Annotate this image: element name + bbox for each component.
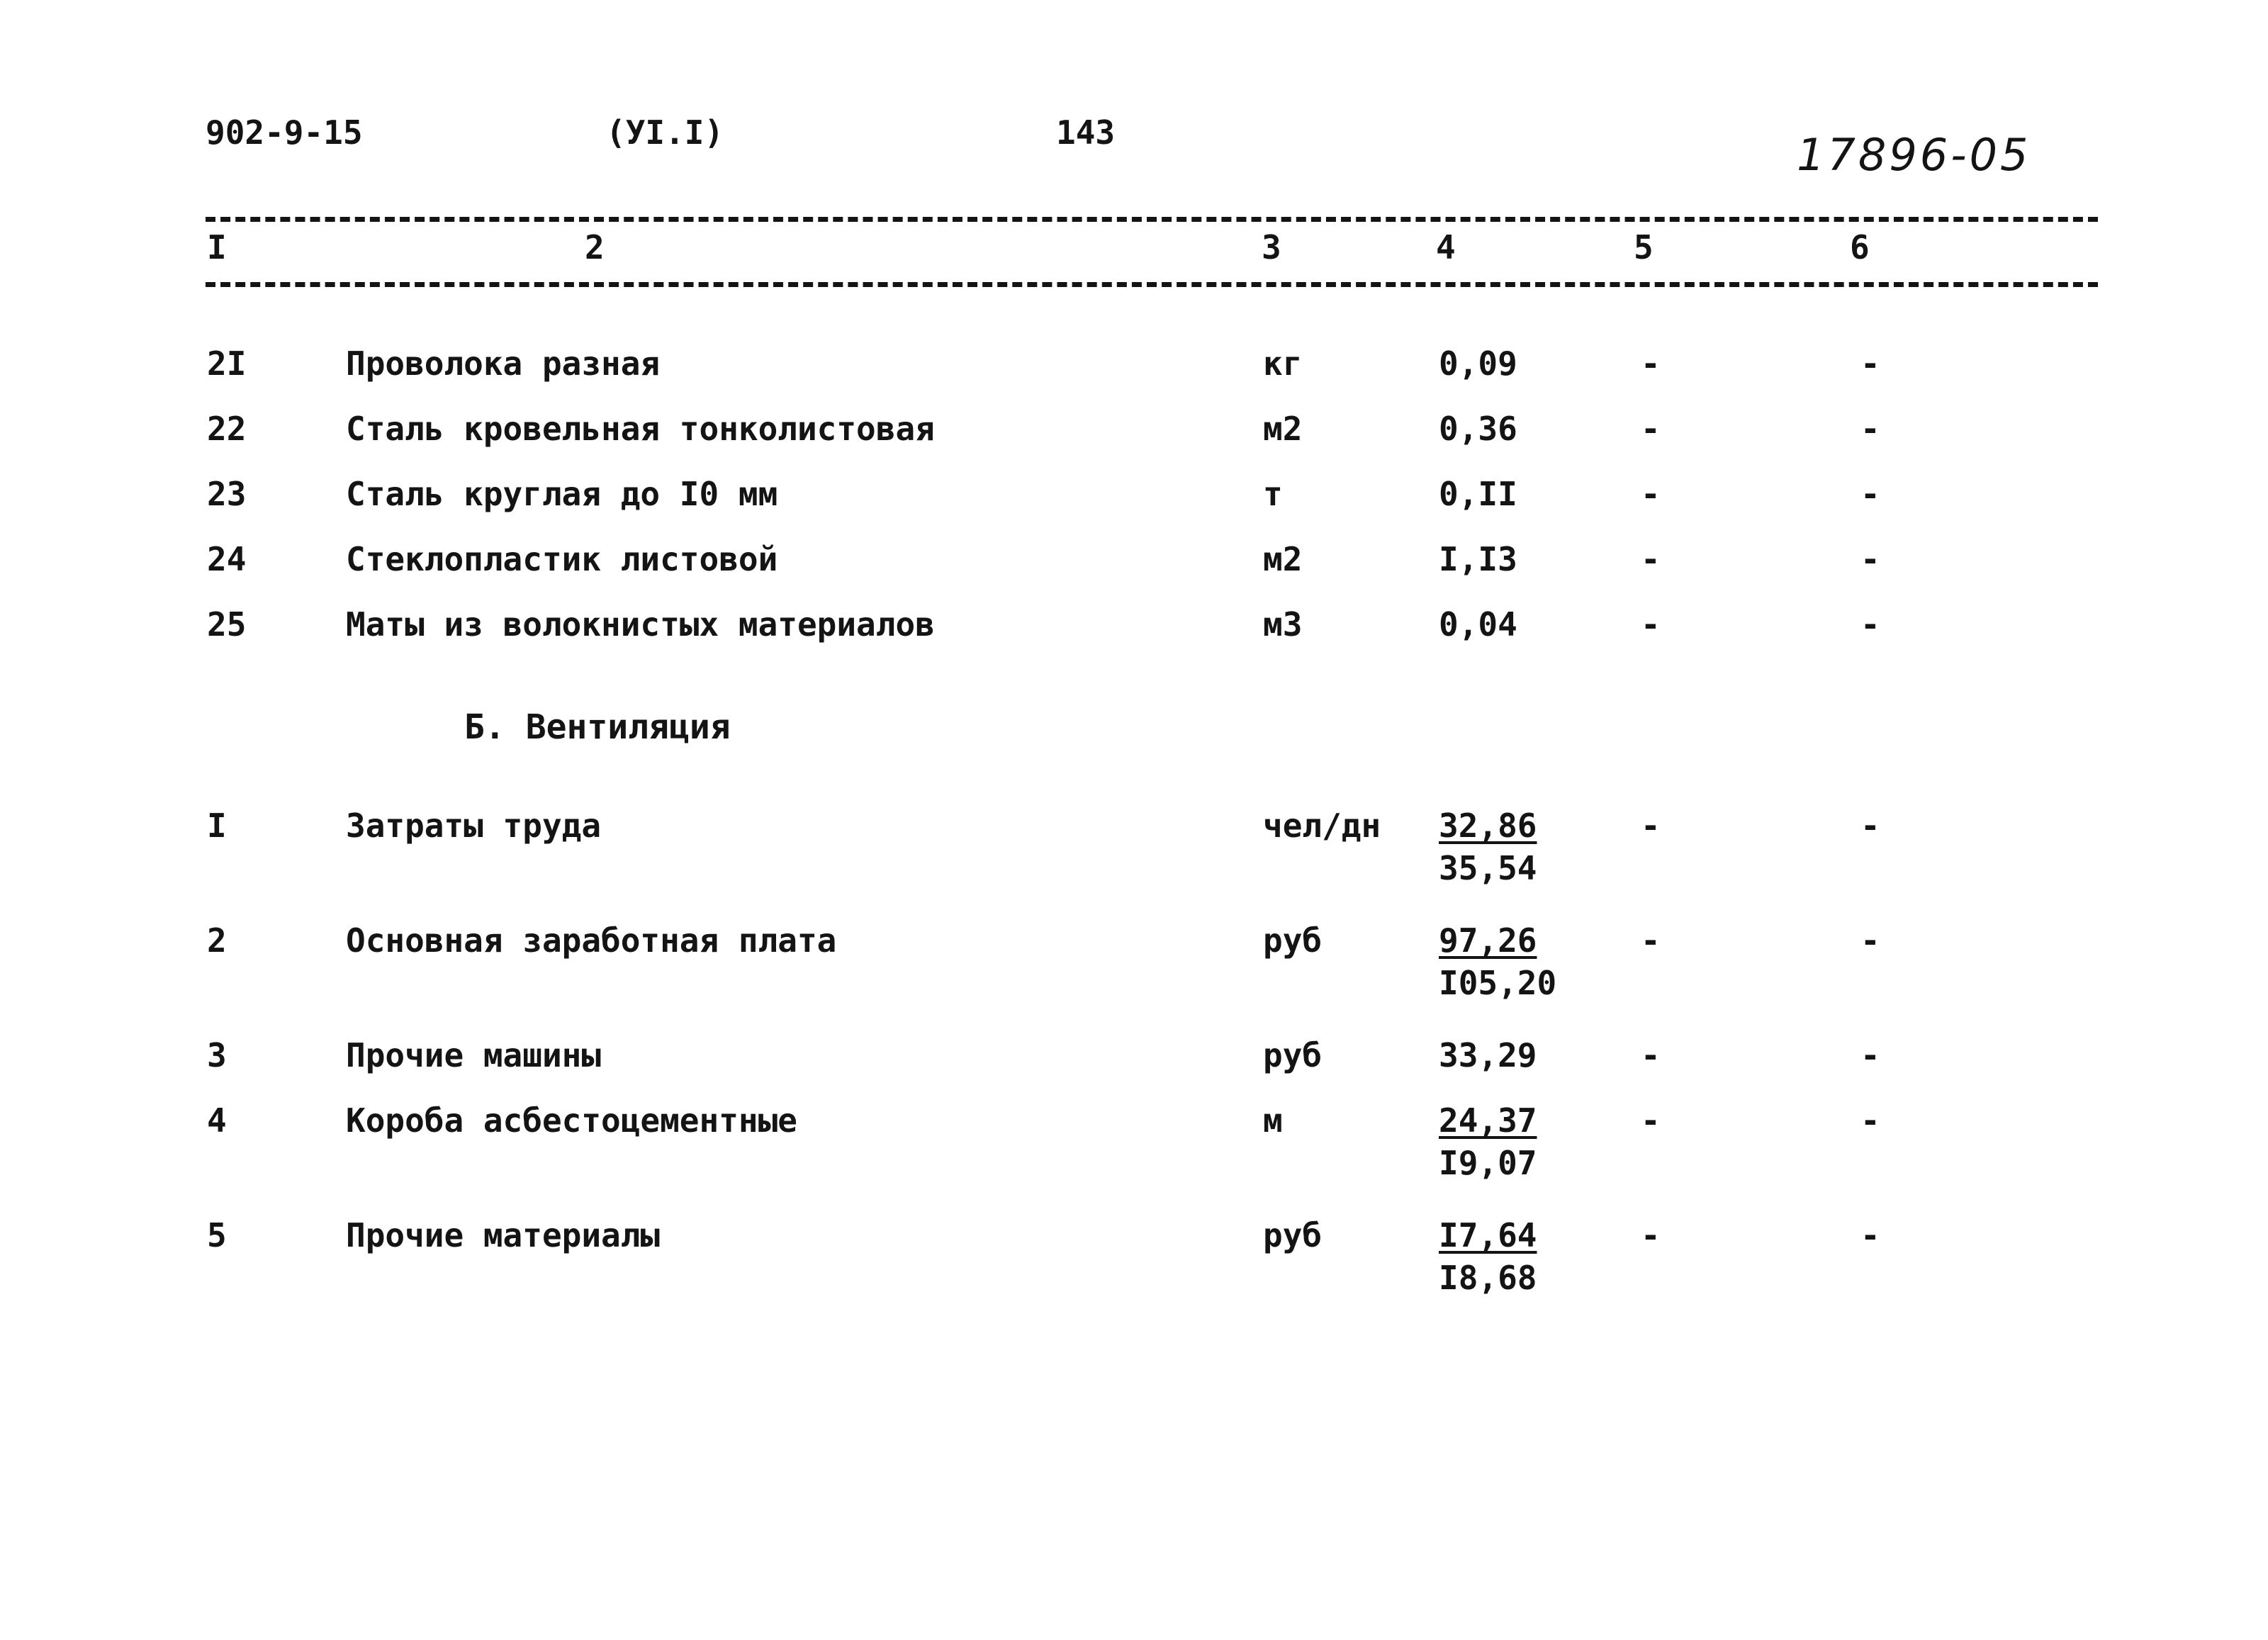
row-unit: чел/дн (1263, 807, 1381, 845)
value-numerator: I7,64 (1439, 1216, 1537, 1254)
table-header-bottom-rule (206, 282, 2098, 287)
row-number: I (207, 807, 227, 845)
row-name: Проволока разная (346, 344, 661, 383)
row-col5: - (1641, 540, 1661, 578)
row-value: I,I3 (1439, 540, 1517, 578)
table-row (0, 807, 2268, 899)
column-number-5: 5 (1634, 228, 1654, 266)
row-number: 24 (207, 540, 247, 578)
column-number-6: 6 (1850, 228, 1870, 266)
row-name: Маты из волокнистых материалов (346, 605, 935, 644)
row-col6: - (1860, 410, 1880, 448)
row-unit: руб (1263, 1216, 1323, 1254)
row-number: 2I (207, 344, 247, 383)
row-value: 0,04 (1439, 605, 1517, 644)
table-row (0, 921, 2268, 1013)
column-number-1: I (207, 228, 227, 266)
row-col5: - (1641, 605, 1661, 644)
value-denominator: 35,54 (1439, 849, 1537, 887)
row-name: Затраты труда (346, 807, 602, 845)
value-numerator: 97,26 (1439, 921, 1537, 960)
row-col5: - (1641, 921, 1661, 960)
table-row (0, 540, 2268, 583)
row-col6: - (1860, 540, 1880, 578)
value-denominator: I8,68 (1439, 1259, 1537, 1297)
row-col5: - (1641, 1101, 1661, 1140)
value-numerator: 24,37 (1439, 1101, 1537, 1140)
row-col6: - (1860, 1036, 1880, 1074)
table-row (0, 605, 2268, 648)
row-unit: руб (1263, 921, 1323, 960)
column-number-3: 3 (1262, 228, 1281, 266)
row-number: 25 (207, 605, 247, 644)
row-value: 33,29 (1439, 1036, 1537, 1074)
row-value-fraction (1439, 921, 1556, 1002)
row-name: Сталь кровельная тонколистовая (346, 410, 935, 448)
row-col5: - (1641, 344, 1661, 383)
row-number: 4 (207, 1101, 227, 1140)
row-name: Сталь круглая до I0 мм (346, 475, 778, 513)
page-number: 143 (1056, 113, 1116, 152)
value-denominator: I9,07 (1439, 1144, 1537, 1182)
row-col5: - (1641, 1036, 1661, 1074)
row-number: 23 (207, 475, 247, 513)
row-name: Короба асбестоцементные (346, 1101, 797, 1140)
row-number: 5 (207, 1216, 227, 1254)
table-header-top-rule (206, 217, 2098, 222)
row-number: 3 (207, 1036, 227, 1074)
table-row (0, 1036, 2268, 1079)
table-row (0, 344, 2268, 387)
row-value: 0,09 (1439, 344, 1517, 383)
row-unit: м2 (1263, 540, 1303, 578)
row-name: Стеклопластик листовой (346, 540, 778, 578)
row-col6: - (1860, 807, 1880, 845)
row-unit: кг (1263, 344, 1303, 383)
row-unit: м2 (1263, 410, 1303, 448)
row-value-fraction (1439, 1216, 1537, 1297)
document-number: 17896-05 (1797, 129, 2031, 181)
table-row (0, 1216, 2268, 1308)
row-name: Прочие материалы (346, 1216, 661, 1254)
row-number: 2 (207, 921, 227, 960)
row-col6: - (1860, 1101, 1880, 1140)
row-col6: - (1860, 605, 1880, 644)
row-name: Прочие машины (346, 1036, 602, 1074)
row-col5: - (1641, 1216, 1661, 1254)
row-value-fraction (1439, 807, 1537, 887)
row-unit: руб (1263, 1036, 1323, 1074)
row-col6: - (1860, 1216, 1880, 1254)
value-numerator: 32,86 (1439, 807, 1537, 845)
row-unit: м (1263, 1101, 1283, 1140)
row-col5: - (1641, 807, 1661, 845)
column-number-4: 4 (1436, 228, 1456, 266)
table-row (0, 475, 2268, 517)
row-unit: м3 (1263, 605, 1303, 644)
value-denominator: I05,20 (1439, 964, 1557, 1002)
row-value: 0,36 (1439, 410, 1517, 448)
row-col6: - (1860, 344, 1880, 383)
table-row (0, 410, 2268, 452)
row-name: Основная заработная плата (346, 921, 837, 960)
row-value: 0,II (1439, 475, 1517, 513)
row-unit: т (1263, 475, 1283, 513)
row-col6: - (1860, 921, 1880, 960)
section-number: (УI.I) (606, 113, 724, 152)
row-number: 22 (207, 410, 247, 448)
document-code: 902-9-15 (206, 113, 363, 152)
column-number-2: 2 (585, 228, 605, 266)
section-title: Б. Вентиляция (464, 707, 731, 747)
row-col5: - (1641, 475, 1661, 513)
row-col5: - (1641, 410, 1661, 448)
row-value-fraction (1439, 1101, 1537, 1182)
table-row (0, 1101, 2268, 1194)
row-col6: - (1860, 475, 1880, 513)
